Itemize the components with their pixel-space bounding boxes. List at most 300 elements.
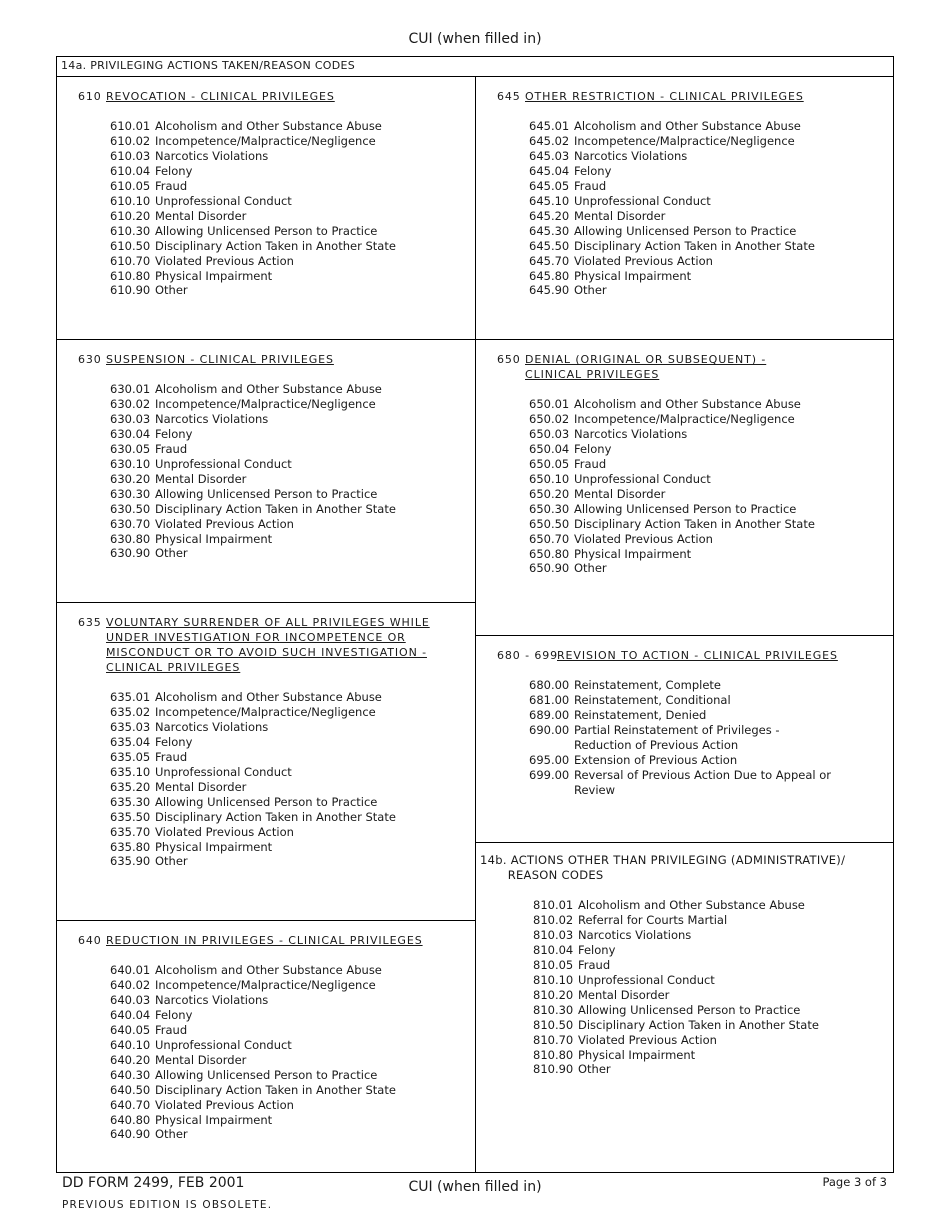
reason-description: Narcotics Violations xyxy=(578,927,692,942)
reason-code-item xyxy=(529,502,815,517)
reason-code: 645.90 xyxy=(529,283,570,298)
reason-code-item xyxy=(529,209,815,224)
reason-code-item xyxy=(533,1003,819,1018)
reason-description: Narcotics Violations xyxy=(155,719,269,734)
section-650 xyxy=(476,339,893,635)
section-heading xyxy=(497,89,804,104)
section-number: 680 - 699 xyxy=(497,649,559,662)
reason-description: Unprofessional Conduct xyxy=(578,972,715,987)
reason-description: Alcoholism and Other Substance Abuse xyxy=(155,119,382,133)
reason-description: Incompetence/Malpractice/Negligence xyxy=(155,396,376,411)
reason-code-item xyxy=(533,1018,819,1033)
reason-description: Fraud xyxy=(574,178,607,193)
reason-description: Fraud xyxy=(578,957,611,972)
reason-description: Incompetence/Malpractice/Negligence xyxy=(155,133,376,148)
reason-code-item xyxy=(110,487,396,502)
reason-code: 630.01 xyxy=(110,382,151,396)
reason-code-item xyxy=(529,547,815,562)
reason-description: Alcoholism and Other Substance Abuse xyxy=(155,963,382,977)
reason-code-item xyxy=(533,1062,819,1077)
reason-code: 640.05 xyxy=(110,1022,151,1037)
reason-description: Narcotics Violations xyxy=(155,148,269,163)
reason-description: Unprofessional Conduct xyxy=(574,193,711,208)
reason-code: 640.10 xyxy=(110,1037,151,1052)
reason-code: 810.04 xyxy=(533,942,574,957)
reason-code-item xyxy=(529,723,831,753)
reason-description: Violated Previous Action xyxy=(155,253,294,268)
reason-code-item xyxy=(110,840,396,855)
reason-code: 640.01 xyxy=(110,963,151,977)
reason-description: Disciplinary Action Taken in Another State xyxy=(155,1082,396,1097)
reason-code-item xyxy=(529,561,815,576)
section-number: 640 xyxy=(78,934,102,947)
reason-code: 610.10 xyxy=(110,193,151,208)
reason-code: 645.20 xyxy=(529,208,570,223)
reason-description: Disciplinary Action Taken in Another State xyxy=(574,238,815,253)
reason-code: 630.50 xyxy=(110,501,151,516)
reason-code-item xyxy=(110,1068,396,1083)
reason-description: Physical Impairment xyxy=(155,531,273,546)
reason-code-item xyxy=(529,119,815,134)
reason-code: 610.30 xyxy=(110,223,151,238)
reason-code-item xyxy=(529,194,815,209)
reason-code: 680.00 xyxy=(529,678,570,692)
reason-code: 810.05 xyxy=(533,957,574,972)
reason-description: Fraud xyxy=(574,456,607,471)
reason-description: Unprofessional Conduct xyxy=(155,764,292,779)
reason-code-item xyxy=(533,958,819,973)
reason-code: 610.70 xyxy=(110,253,151,268)
reason-description: Alcoholism and Other Substance Abuse xyxy=(574,397,801,411)
reason-code-item xyxy=(529,412,815,427)
reason-description: Violated Previous Action xyxy=(578,1032,717,1047)
reason-code-list xyxy=(110,690,396,869)
form-identifier: DD FORM 2499, FEB 2001 xyxy=(62,1175,245,1191)
reason-code: 635.50 xyxy=(110,809,151,824)
reason-code: 610.50 xyxy=(110,238,151,253)
reason-code: 630.70 xyxy=(110,516,151,531)
reason-code: 810.02 xyxy=(533,912,574,927)
reason-code-item xyxy=(533,988,819,1003)
reason-code-item xyxy=(110,457,396,472)
reason-code-item xyxy=(110,412,396,427)
reason-code: 645.02 xyxy=(529,133,570,148)
reason-code: 650.05 xyxy=(529,456,570,471)
reason-code: 810.70 xyxy=(533,1032,574,1047)
reason-code: 630.02 xyxy=(110,396,151,411)
previous-edition-notice: PREVIOUS EDITION IS OBSOLETE. xyxy=(62,1199,273,1211)
reason-code: 640.02 xyxy=(110,977,151,992)
reason-description: Physical Impairment xyxy=(574,268,692,283)
section-title: OTHER RESTRICTION - CLINICAL PRIVILEGES xyxy=(525,90,804,103)
reason-code-item xyxy=(533,1048,819,1063)
reason-code-item xyxy=(110,765,396,780)
reason-description: Felony xyxy=(155,163,193,178)
reason-code-item xyxy=(110,254,396,269)
reason-description: Allowing Unlicensed Person to Practice xyxy=(155,794,378,809)
reason-description: Allowing Unlicensed Person to Practice xyxy=(155,223,378,238)
reason-code-item xyxy=(110,382,396,397)
reason-code: 695.00 xyxy=(529,752,570,767)
reason-description: Mental Disorder xyxy=(155,1052,247,1067)
reason-code: 630.10 xyxy=(110,456,151,471)
reason-code-item xyxy=(529,269,815,284)
reason-code-item xyxy=(529,283,815,298)
reason-code: 610.04 xyxy=(110,163,151,178)
reason-code: 650.02 xyxy=(529,411,570,426)
reason-code-item xyxy=(533,943,819,958)
reason-code-item xyxy=(533,973,819,988)
reason-code: 635.04 xyxy=(110,734,151,749)
reason-description: Incompetence/Malpractice/Negligence xyxy=(574,133,795,148)
reason-code: 640.30 xyxy=(110,1067,151,1082)
reason-code-item xyxy=(529,532,815,547)
section-title: REVISION TO ACTION - CLINICAL PRIVILEGES xyxy=(557,649,838,662)
reason-code-item xyxy=(533,1033,819,1048)
reason-code-item xyxy=(110,517,396,532)
reason-code-item xyxy=(110,690,396,705)
reason-code: 630.03 xyxy=(110,411,151,426)
reason-code: 650.70 xyxy=(529,531,570,546)
section-610 xyxy=(57,77,475,339)
reason-description: Physical Impairment xyxy=(574,546,692,561)
reason-code-item xyxy=(529,224,815,239)
reason-description: Other xyxy=(578,1062,611,1077)
reason-code: 640.04 xyxy=(110,1007,151,1022)
reason-code: 650.90 xyxy=(529,561,570,576)
cui-marking-top: CUI (when filled in) xyxy=(408,31,542,47)
reason-code-list xyxy=(529,678,831,798)
reason-code: 610.90 xyxy=(110,283,151,298)
reason-description: Incompetence/Malpractice/Negligence xyxy=(155,704,376,719)
section-heading xyxy=(497,648,838,663)
reason-code: 810.10 xyxy=(533,972,574,987)
reason-description: Felony xyxy=(578,942,616,957)
reason-description: Alcoholism and Other Substance Abuse xyxy=(155,690,382,704)
reason-code: 650.80 xyxy=(529,546,570,561)
reason-code-item xyxy=(110,224,396,239)
reason-code-item xyxy=(110,269,396,284)
section-heading xyxy=(497,352,766,382)
reason-code-item xyxy=(110,283,396,298)
reason-code-item xyxy=(110,780,396,795)
reason-description: Disciplinary Action Taken in Another State xyxy=(574,516,815,531)
reason-description: Other xyxy=(574,283,607,298)
section-number: 610 xyxy=(78,90,102,103)
section-title: SUSPENSION - CLINICAL PRIVILEGES xyxy=(106,353,334,366)
reason-description: Physical Impairment xyxy=(578,1047,696,1062)
reason-code-item xyxy=(529,768,831,798)
reason-code-item xyxy=(110,397,396,412)
section-14b xyxy=(476,842,893,1172)
reason-code: 635.20 xyxy=(110,779,151,794)
reason-code: 635.90 xyxy=(110,854,151,869)
reason-description: Alcoholism and Other Substance Abuse xyxy=(578,898,805,912)
reason-code-list xyxy=(529,397,815,576)
reason-code-list xyxy=(110,119,396,298)
reason-code-item xyxy=(110,149,396,164)
section-635 xyxy=(57,602,475,920)
reason-code: 689.00 xyxy=(529,707,570,722)
reason-code-item xyxy=(110,1083,396,1098)
reason-code-item xyxy=(110,735,396,750)
form-frame xyxy=(56,56,894,1173)
reason-code: 630.30 xyxy=(110,486,151,501)
reason-description: Violated Previous Action xyxy=(155,824,294,839)
reason-code-item xyxy=(110,825,396,840)
page-number: Page 3 of 3 xyxy=(822,1175,887,1189)
reason-code-item xyxy=(529,134,815,149)
reason-description: Felony xyxy=(155,1007,193,1022)
reason-code-item xyxy=(110,179,396,194)
reason-description: Fraud xyxy=(155,441,188,456)
right-column xyxy=(476,77,893,1172)
reason-code: 635.70 xyxy=(110,824,151,839)
reason-code: 610.80 xyxy=(110,268,151,283)
reason-code: 630.05 xyxy=(110,441,151,456)
reason-code-item xyxy=(533,913,819,928)
reason-code: 650.30 xyxy=(529,501,570,516)
reason-code: 645.04 xyxy=(529,163,570,178)
reason-code: 650.01 xyxy=(529,397,570,411)
reason-code-item xyxy=(529,149,815,164)
reason-code: 635.10 xyxy=(110,764,151,779)
reason-description: Allowing Unlicensed Person to Practice xyxy=(578,1002,801,1017)
reason-code: 810.01 xyxy=(533,898,574,912)
reason-description: Other xyxy=(155,546,188,561)
reason-code: 681.00 xyxy=(529,692,570,707)
reason-code-item xyxy=(110,1127,396,1142)
reason-description: Alcoholism and Other Substance Abuse xyxy=(155,382,382,396)
reason-code-item xyxy=(110,1113,396,1128)
reason-description: Referral for Courts Martial xyxy=(578,912,728,927)
section-heading xyxy=(78,615,430,675)
reason-code-item xyxy=(110,720,396,735)
reason-code-list xyxy=(533,898,819,1077)
reason-code: 640.50 xyxy=(110,1082,151,1097)
reason-description: Physical Impairment xyxy=(155,1112,273,1127)
reason-code: 630.90 xyxy=(110,546,151,561)
reason-code-item xyxy=(529,472,815,487)
reason-code-item xyxy=(110,532,396,547)
reason-code-item xyxy=(529,254,815,269)
section-title: REVOCATION - CLINICAL PRIVILEGES xyxy=(106,90,335,103)
reason-code: 610.02 xyxy=(110,133,151,148)
reason-code-item xyxy=(110,1008,396,1023)
reason-description: Mental Disorder xyxy=(578,987,670,1002)
reason-description: Violated Previous Action xyxy=(574,531,713,546)
reason-description: Fraud xyxy=(155,1022,188,1037)
section-title: REDUCTION IN PRIVILEGES - CLINICAL PRIVILEGES xyxy=(106,934,423,947)
reason-code: 650.50 xyxy=(529,516,570,531)
reason-code-item xyxy=(529,487,815,502)
reason-description: Narcotics Violations xyxy=(574,148,688,163)
reason-description: Reinstatement, Conditional xyxy=(574,692,731,707)
reason-description: Other xyxy=(155,854,188,869)
reason-code-item xyxy=(110,1053,396,1068)
reason-description: Disciplinary Action Taken in Another State xyxy=(155,501,396,516)
reason-description: Violated Previous Action xyxy=(155,1097,294,1112)
reason-code: 645.03 xyxy=(529,148,570,163)
reason-description: Physical Impairment xyxy=(155,268,273,283)
reason-code: 635.05 xyxy=(110,749,151,764)
reason-description: Mental Disorder xyxy=(574,208,666,223)
reason-code-item xyxy=(529,397,815,412)
reason-code-item xyxy=(110,1023,396,1038)
section-number: 645 xyxy=(497,90,521,103)
section-630 xyxy=(57,339,475,602)
reason-code: 640.70 xyxy=(110,1097,151,1112)
reason-code: 610.05 xyxy=(110,178,151,193)
reason-code: 650.10 xyxy=(529,471,570,486)
reason-code-list xyxy=(529,119,815,298)
reason-code-item xyxy=(529,517,815,532)
reason-code: 650.03 xyxy=(529,426,570,441)
reason-code: 630.80 xyxy=(110,531,151,546)
reason-code-item xyxy=(110,194,396,209)
section-heading xyxy=(78,352,334,367)
section-14a-title: 14a. PRIVILEGING ACTIONS TAKEN/REASON CODES xyxy=(57,57,893,77)
section-number: 650 xyxy=(497,353,521,366)
reason-code-item xyxy=(110,993,396,1008)
reason-description: Extension of Previous Action xyxy=(574,752,738,767)
reason-code: 650.04 xyxy=(529,441,570,456)
reason-code: 810.20 xyxy=(533,987,574,1002)
reason-description: Other xyxy=(155,1127,188,1142)
reason-code-item xyxy=(110,1038,396,1053)
reason-code: 635.80 xyxy=(110,839,151,854)
reason-code-item xyxy=(110,978,396,993)
section-number: 635 xyxy=(78,616,102,629)
reason-description: Allowing Unlicensed Person to Practice xyxy=(574,223,797,238)
reason-code-item xyxy=(110,239,396,254)
reason-description: Violated Previous Action xyxy=(155,516,294,531)
reason-code: 610.03 xyxy=(110,148,151,163)
reason-description: Reinstatement, Denied xyxy=(574,707,707,722)
reason-description: Felony xyxy=(574,441,612,456)
reason-code-item xyxy=(529,442,815,457)
reason-code: 645.10 xyxy=(529,193,570,208)
reason-code-item xyxy=(110,546,396,561)
reason-code-item xyxy=(110,795,396,810)
reason-code-item xyxy=(110,209,396,224)
reason-code-item xyxy=(533,898,819,913)
reason-code-item xyxy=(110,810,396,825)
reason-description: Physical Impairment xyxy=(155,839,273,854)
reason-code: 645.30 xyxy=(529,223,570,238)
reason-code: 635.01 xyxy=(110,690,151,704)
reason-code-item xyxy=(110,705,396,720)
reason-code: 640.20 xyxy=(110,1052,151,1067)
reason-description: Disciplinary Action Taken in Another State xyxy=(155,809,396,824)
reason-code: 635.02 xyxy=(110,704,151,719)
reason-code-item xyxy=(110,963,396,978)
reason-description: Disciplinary Action Taken in Another State xyxy=(155,238,396,253)
reason-code: 699.00 xyxy=(529,767,570,782)
reason-code: 635.30 xyxy=(110,794,151,809)
reason-description: Mental Disorder xyxy=(155,779,247,794)
reason-description: Violated Previous Action xyxy=(574,253,713,268)
reason-code: 645.05 xyxy=(529,178,570,193)
reason-code-list xyxy=(110,382,396,561)
reason-code: 810.03 xyxy=(533,927,574,942)
reason-code: 640.80 xyxy=(110,1112,151,1127)
reason-description: Felony xyxy=(155,734,193,749)
reason-description: Fraud xyxy=(155,749,188,764)
reason-description: Other xyxy=(574,561,607,576)
reason-description: Fraud xyxy=(155,178,188,193)
reason-code-item xyxy=(110,442,396,457)
reason-code-list xyxy=(110,963,396,1142)
reason-code-item xyxy=(529,179,815,194)
reason-description: Felony xyxy=(574,163,612,178)
reason-code-item xyxy=(529,427,815,442)
reason-code-item xyxy=(529,164,815,179)
reason-code-item xyxy=(110,119,396,134)
reason-code-item xyxy=(110,164,396,179)
reason-description: Incompetence/Malpractice/Negligence xyxy=(155,977,376,992)
reason-description: Alcoholism and Other Substance Abuse xyxy=(574,119,801,133)
reason-description: Mental Disorder xyxy=(574,486,666,501)
reason-code: 630.04 xyxy=(110,426,151,441)
reason-code-item xyxy=(529,708,831,723)
reason-description: Disciplinary Action Taken in Another State xyxy=(578,1017,819,1032)
reason-code-item xyxy=(110,750,396,765)
reason-description: Incompetence/Malpractice/Negligence xyxy=(574,411,795,426)
reason-code-item xyxy=(110,134,396,149)
reason-code: 610.01 xyxy=(110,119,151,133)
reason-description: Felony xyxy=(155,426,193,441)
reason-code: 645.70 xyxy=(529,253,570,268)
section-title: DENIAL (ORIGINAL OR SUBSEQUENT) - CLINICAL PRIVILEGES xyxy=(525,353,767,381)
reason-description: Partial Reinstatement of Privileges - Reduction of Previous Action xyxy=(574,722,780,752)
reason-code: 810.80 xyxy=(533,1047,574,1062)
reason-description: Narcotics Violations xyxy=(574,426,688,441)
left-column xyxy=(57,77,476,1172)
section-645 xyxy=(476,77,893,339)
section-heading xyxy=(78,933,423,948)
cui-marking-bottom: CUI (when filled in) xyxy=(408,1179,542,1195)
reason-code-item xyxy=(529,239,815,254)
section-heading xyxy=(78,89,335,104)
section-number: 630 xyxy=(78,353,102,366)
reason-description: Allowing Unlicensed Person to Practice xyxy=(155,1067,378,1082)
reason-code-item xyxy=(110,472,396,487)
reason-code: 645.80 xyxy=(529,268,570,283)
reason-code: 645.01 xyxy=(529,119,570,133)
reason-description: Narcotics Violations xyxy=(155,411,269,426)
reason-code-item xyxy=(529,457,815,472)
section-title: VOLUNTARY SURRENDER OF ALL PRIVILEGES WHILE UNDER INVESTIGATION FOR INCOMPETENCE OR MISCONDUCT OR TO AVOID SUCH INVESTIGATION - CLINICAL PRIVILEGES xyxy=(106,616,430,674)
reason-code: 640.90 xyxy=(110,1127,151,1142)
reason-description: Allowing Unlicensed Person to Practice xyxy=(155,486,378,501)
reason-description: Mental Disorder xyxy=(155,471,247,486)
reason-code-item xyxy=(533,928,819,943)
reason-code: 810.30 xyxy=(533,1002,574,1017)
reason-code-item xyxy=(529,678,831,693)
reason-code-item xyxy=(110,427,396,442)
reason-description: Unprofessional Conduct xyxy=(574,471,711,486)
reason-code: 610.20 xyxy=(110,208,151,223)
reason-description: Unprofessional Conduct xyxy=(155,193,292,208)
reason-code: 630.20 xyxy=(110,471,151,486)
reason-code: 640.03 xyxy=(110,992,151,1007)
reason-description: Unprofessional Conduct xyxy=(155,456,292,471)
reason-code-item xyxy=(529,693,831,708)
reason-description: Other xyxy=(155,283,188,298)
reason-code: 635.03 xyxy=(110,719,151,734)
reason-code-item xyxy=(110,502,396,517)
